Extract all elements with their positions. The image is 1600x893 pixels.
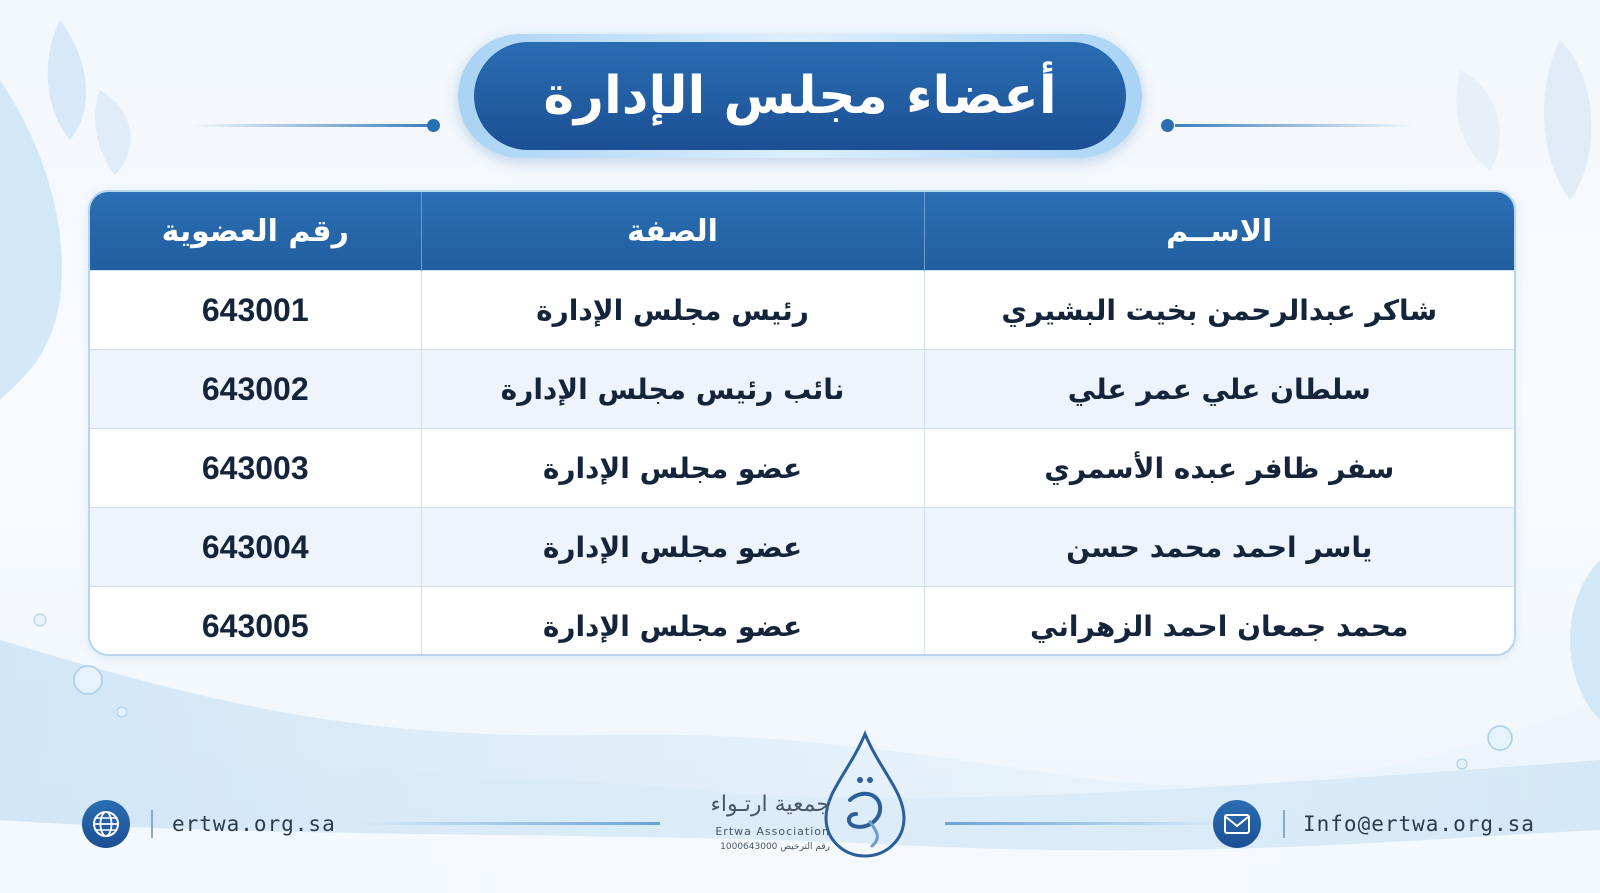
member-position: عضو مجلس الإدارة (421, 429, 924, 508)
table-row (90, 587, 1514, 657)
table-row (90, 429, 1514, 508)
title-dot-left (427, 119, 440, 132)
member-number: 643005 (90, 587, 421, 657)
member-position: عضو مجلس الإدارة (421, 508, 924, 587)
members-table-container (88, 190, 1516, 656)
header-membership-number: رقم العضوية (90, 192, 421, 271)
member-number: 643004 (90, 508, 421, 587)
water-drop-logo-icon (820, 730, 910, 860)
member-number: 643002 (90, 350, 421, 429)
table-row (90, 350, 1514, 429)
logo-license: رقم الترخيص 1000643000 (720, 842, 830, 852)
title-banner (0, 28, 1600, 156)
footer-line-right (945, 822, 1225, 825)
table-row (90, 271, 1514, 350)
title-line-right (1175, 124, 1415, 127)
member-number: 643001 (90, 271, 421, 350)
divider (1283, 810, 1285, 838)
table-header-row (90, 192, 1514, 271)
title-pill (474, 42, 1126, 150)
divider (151, 810, 153, 838)
table-row (90, 508, 1514, 587)
mail-icon[interactable] (1213, 800, 1261, 848)
member-name: سفر ظافر عبده الأسمري (924, 429, 1514, 508)
header-position: الصفة (421, 192, 924, 271)
members-table (90, 192, 1514, 656)
member-position: عضو مجلس الإدارة (421, 587, 924, 657)
footer (0, 720, 1600, 893)
title-line-left (190, 124, 430, 127)
member-position: رئيس مجلس الإدارة (421, 271, 924, 350)
header-name: الاســم (924, 192, 1514, 271)
website-link[interactable]: ertwa.org.sa (172, 812, 336, 836)
email-link[interactable]: Info@ertwa.org.sa (1303, 812, 1535, 836)
logo-name-ar: جمعية ارتـواء (710, 792, 830, 817)
member-number: 643003 (90, 429, 421, 508)
member-name: شاكر عبدالرحمن بخيت البشيري (924, 271, 1514, 350)
member-name: ياسر احمد محمد حسن (924, 508, 1514, 587)
footer-line-left (360, 822, 660, 825)
title-dot-right (1161, 119, 1174, 132)
member-name: سلطان علي عمر علي (924, 350, 1514, 429)
member-position: نائب رئيس مجلس الإدارة (421, 350, 924, 429)
member-name: محمد جمعان احمد الزهراني (924, 587, 1514, 657)
page-title: أعضاء مجلس الإدارة (543, 66, 1057, 126)
logo-name-en: Ertwa Association (715, 825, 830, 838)
globe-icon[interactable] (82, 800, 130, 848)
association-logo (690, 730, 920, 870)
